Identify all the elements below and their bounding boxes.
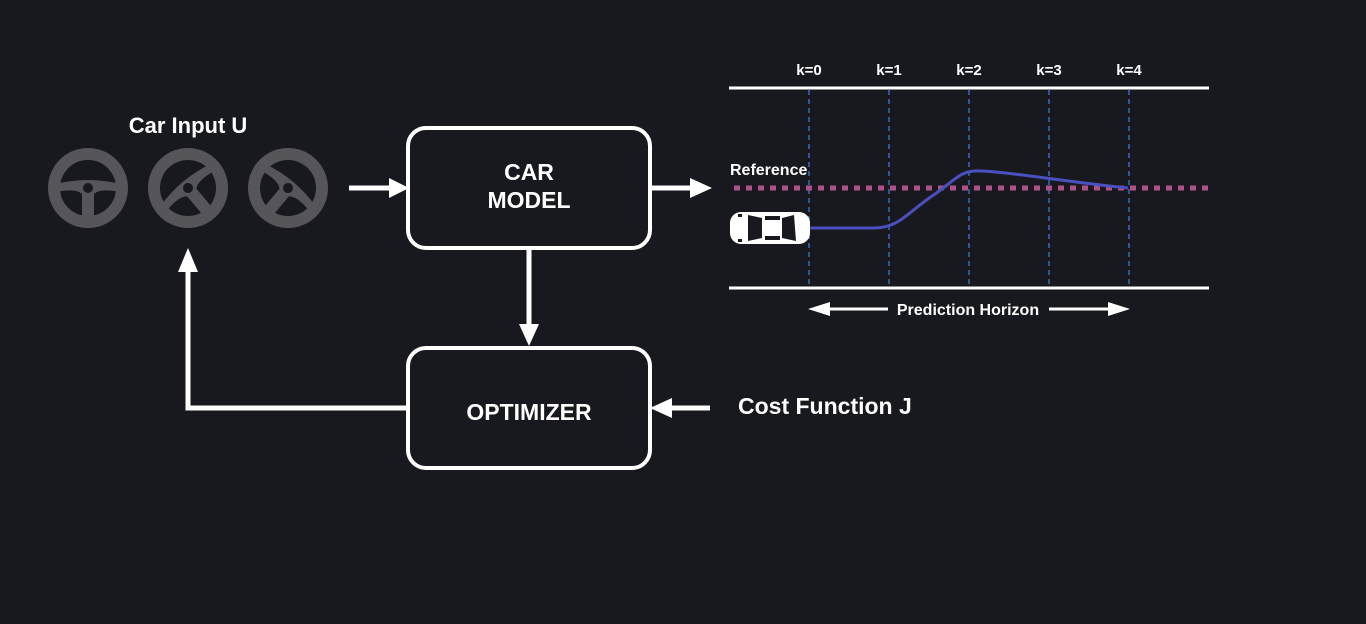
reference-label: Reference bbox=[730, 162, 808, 179]
step-label-k3: k=3 bbox=[1036, 62, 1062, 79]
steering-wheel-icon bbox=[140, 140, 236, 236]
steering-wheel-icon bbox=[240, 140, 336, 236]
predicted-trajectory bbox=[806, 171, 1128, 228]
prediction-panel bbox=[729, 62, 1209, 319]
step-label-k4: k=4 bbox=[1116, 62, 1142, 79]
optimizer-label: OPTIMIZER bbox=[466, 399, 592, 425]
car-model-label-line1: CAR bbox=[504, 159, 554, 185]
car-input-label: Car Input U bbox=[128, 113, 248, 138]
car-model-block bbox=[408, 128, 650, 248]
step-label-k0: k=0 bbox=[796, 62, 822, 79]
arrow-optimizer-to-input bbox=[188, 262, 406, 408]
step-label-k1: k=1 bbox=[876, 62, 902, 79]
prediction-horizon-label: Prediction Horizon bbox=[896, 302, 1040, 319]
steering-wheel-icon bbox=[54, 154, 122, 222]
car-model-label-line2: MODEL bbox=[487, 187, 571, 213]
cost-function-label: Cost Function J bbox=[738, 393, 912, 419]
car-icon bbox=[730, 212, 810, 244]
optimizer-block bbox=[408, 348, 650, 468]
step-label-k2: k=2 bbox=[956, 62, 982, 79]
